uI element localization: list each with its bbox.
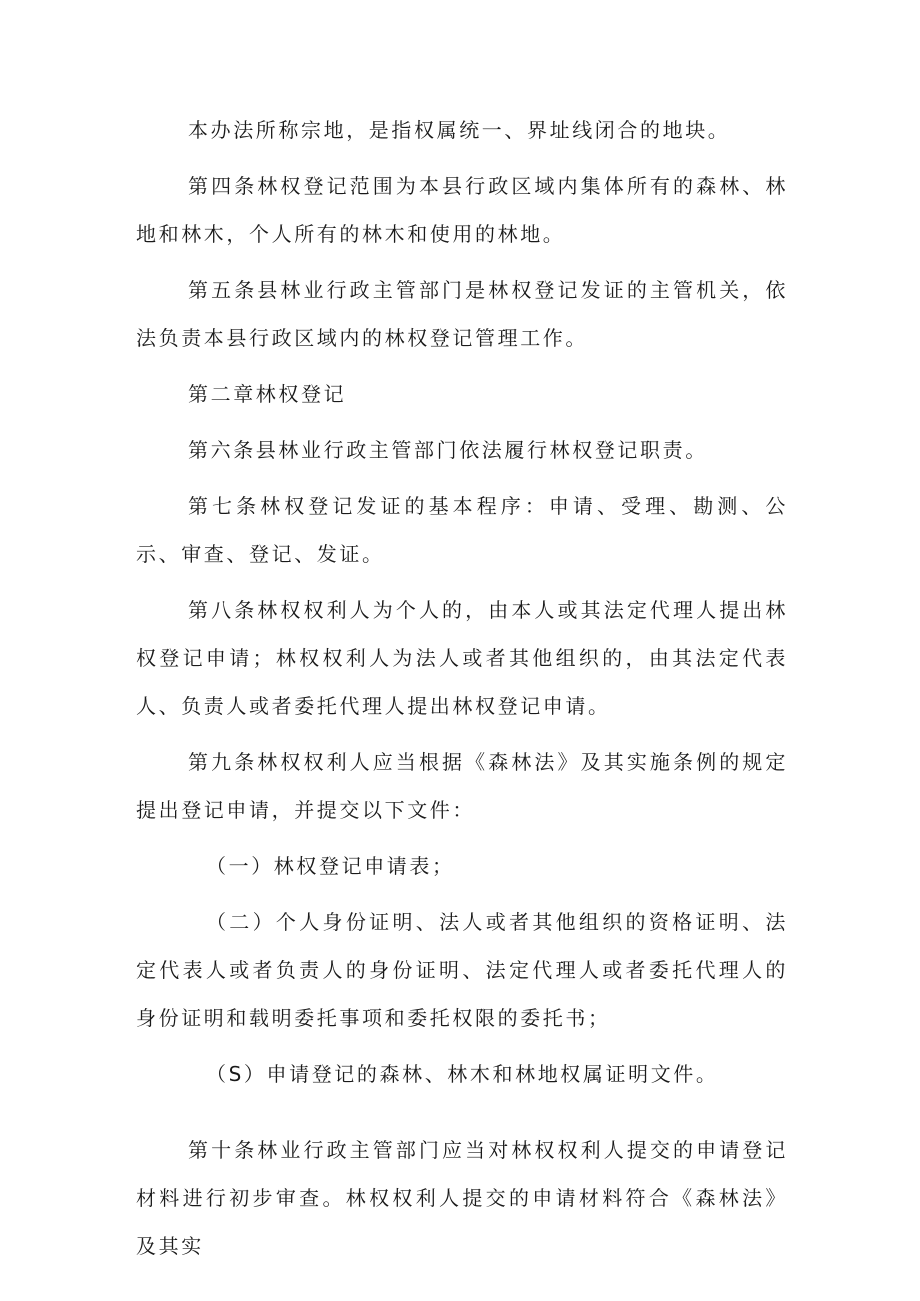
paragraph-article-8: 第八条林权权利人为个人的，由本人或其法定代理人提出林权登记申请；林权权利人为法人或者其他组织的，由其法定代表人、负责人或者委托代理人提出林权登记申请。 [136, 598, 788, 718]
paragraph-article-7: 第七条林权登记发证的基本程序：申请、受理、勘测、公示、审查、登记、发证。 [136, 494, 788, 566]
list-item-3: （S）申请登记的森林、林木和林地权属证明文件。 [206, 1062, 719, 1086]
list-item-2: （二）个人身份证明、法人或者其他组织的资格证明、法定代表人或者负责人的身份证明、法定代理人或者委托代理人的身份证明和载明委托事项和委托权限的委托书； [136, 910, 788, 1030]
paragraph-article-10: 第十条林业行政主管部门应当对林权权利人提交的申请登记材料进行初步审查。林权权利人提交的申请材料符合《森林法》及其实 [136, 1138, 788, 1258]
paragraph-parcel-definition: 本办法所称宗地，是指权属统一、界址线闭合的地块。 [188, 118, 731, 142]
paragraph-article-4: 第四条林权登记范围为本县行政区域内集体所有的森林、林地和林木，个人所有的林木和使用的林地。 [136, 174, 788, 246]
list-item-1: （一）林权登记申请表； [206, 854, 455, 878]
chapter-2-heading: 第二章林权登记 [188, 382, 347, 406]
document-body [136, 106, 788, 1278]
paragraph-article-6: 第六条县林业行政主管部门依法履行林权登记职责。 [188, 438, 708, 462]
paragraph-article-5: 第五条县林业行政主管部门是林权登记发证的主管机关，依法负责本县行政区域内的林权登记管理工作。 [136, 278, 788, 350]
paragraph-article-9: 第九条林权权利人应当根据《森林法》及其实施条例的规定提出登记申请，并提交以下文件： [136, 750, 788, 822]
